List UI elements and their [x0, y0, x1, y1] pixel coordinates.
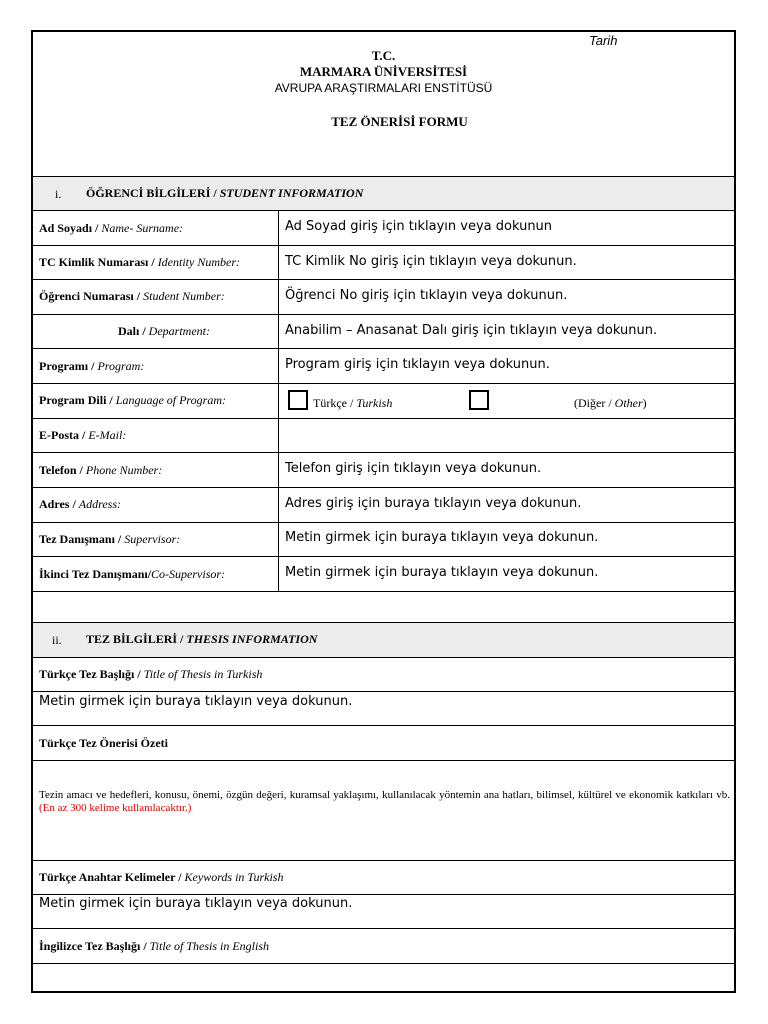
section1-title-tr: ÖĞRENCİ BİLGİLERİ /: [86, 186, 217, 200]
thesis-title-tr-label: Türkçe Tez Başlığı / Title of Thesis in Turkish: [39, 667, 263, 681]
divider: [33, 487, 734, 488]
divider: [33, 591, 734, 592]
institute-name: AVRUPA ARAŞTIRMALARI ENSTİTÜSÜ: [274, 81, 493, 95]
phone-field[interactable]: Telefon giriş için tıklayın veya dokunun.: [285, 461, 542, 476]
turkish-checkbox[interactable]: [288, 390, 308, 410]
divider: [33, 725, 734, 726]
divider: [33, 452, 734, 453]
date-label[interactable]: Tarih: [589, 33, 618, 48]
supervisor-field[interactable]: Metin girmek için buraya tıklayın veya dokunun.: [285, 530, 599, 545]
section1-number: i.: [55, 187, 62, 201]
email-field[interactable]: [279, 419, 734, 452]
divider: [33, 522, 734, 523]
divider: [33, 245, 734, 246]
divider: [33, 860, 734, 861]
other-option-label: (Diğer / Other): [574, 396, 647, 410]
divider: [33, 691, 734, 692]
student-number-label: Öğrenci Numarası / Student Number:: [39, 289, 225, 303]
divider: [33, 556, 734, 557]
identity-number-label: TC Kimlik Numarası / Identity Number:: [39, 255, 240, 269]
thesis-title-en-label: İngilizce Tez Başlığı / Title of Thesis in English: [39, 939, 270, 953]
supervisor-label: Tez Danışmanı / Supervisor:: [39, 532, 181, 546]
summary-field[interactable]: [39, 789, 730, 815]
program-label: Programı / Program:: [39, 359, 145, 373]
header-tc: T.C.: [371, 48, 396, 63]
co-supervisor-label: İkinci Tez Danışmanı/Co-Supervisor:: [39, 567, 226, 581]
keywords-field[interactable]: Metin girmek için buraya tıklayın veya dokunun.: [39, 896, 353, 911]
section2-number: ii.: [52, 633, 62, 647]
section2-title: [86, 632, 317, 647]
thesis-title-en-field[interactable]: [33, 964, 734, 992]
divider: [33, 894, 734, 895]
section2-title-en: THESIS INFORMATION: [186, 632, 318, 646]
divider: [33, 928, 734, 929]
thesis-proposal-form: [31, 30, 736, 993]
form-title: TEZ ÖNERİSİ FORMU: [331, 114, 468, 129]
divider: [33, 210, 734, 211]
program-field[interactable]: Program giriş için tıklayın veya dokunun.: [285, 357, 550, 372]
summary-label: Türkçe Tez Önerisi Özeti: [39, 736, 168, 750]
address-field[interactable]: Adres giriş için buraya tıklayın veya dokunun.: [285, 496, 582, 511]
department-label: Dalı / Department:: [118, 324, 210, 338]
student-number-field[interactable]: Öğrenci No giriş için tıklayın veya dokunun.: [285, 288, 568, 303]
summary-note: (En az 300 kelime kullanılacaktır.): [39, 802, 192, 814]
divider: [33, 383, 734, 384]
phone-label: Telefon / Phone Number:: [39, 463, 163, 477]
section2-title-tr: TEZ BİLGİLERİ /: [86, 632, 184, 646]
other-language-checkbox[interactable]: [469, 390, 489, 410]
turkish-option-label: Türkçe / Turkish: [313, 396, 393, 410]
name-field[interactable]: Ad Soyad giriş için tıklayın veya dokunun: [285, 219, 553, 234]
name-label: Ad Soyadı / Name- Surname:: [39, 221, 184, 235]
university-name: MARMARA ÜNİVERSİTESİ: [299, 64, 468, 79]
email-label: E-Posta / E-Mail:: [39, 428, 127, 442]
co-supervisor-field[interactable]: Metin girmek için buraya tıklayın veya dokunun.: [285, 565, 599, 580]
section1-title-en: STUDENT INFORMATION: [219, 186, 364, 200]
divider: [33, 348, 734, 349]
divider: [33, 657, 734, 658]
divider: [33, 314, 734, 315]
thesis-title-tr-field[interactable]: Metin girmek için buraya tıklayın veya dokunun.: [39, 694, 353, 709]
keywords-label: Türkçe Anahtar Kelimeler / Keywords in Turkish: [39, 870, 284, 884]
divider: [33, 760, 734, 761]
department-field[interactable]: Anabilim – Anasanat Dalı giriş için tıklayın veya dokunun.: [285, 323, 658, 338]
column-divider: [278, 210, 279, 591]
section1-title: [86, 186, 363, 201]
summary-text: Tezin amacı ve hedefleri, konusu, önemi, özgün değeri, kuramsal yaklaşımı, kullanılacak yöntemin ana hatları, bilimsel, kültürel ve ekonomik katkıları vb.: [39, 789, 730, 801]
address-label: Adres / Address:: [39, 497, 121, 511]
program-language-label: Program Dili / Language of Program:: [39, 393, 226, 407]
identity-number-field[interactable]: TC Kimlik No giriş için tıklayın veya dokunun.: [285, 254, 577, 269]
divider: [33, 279, 734, 280]
